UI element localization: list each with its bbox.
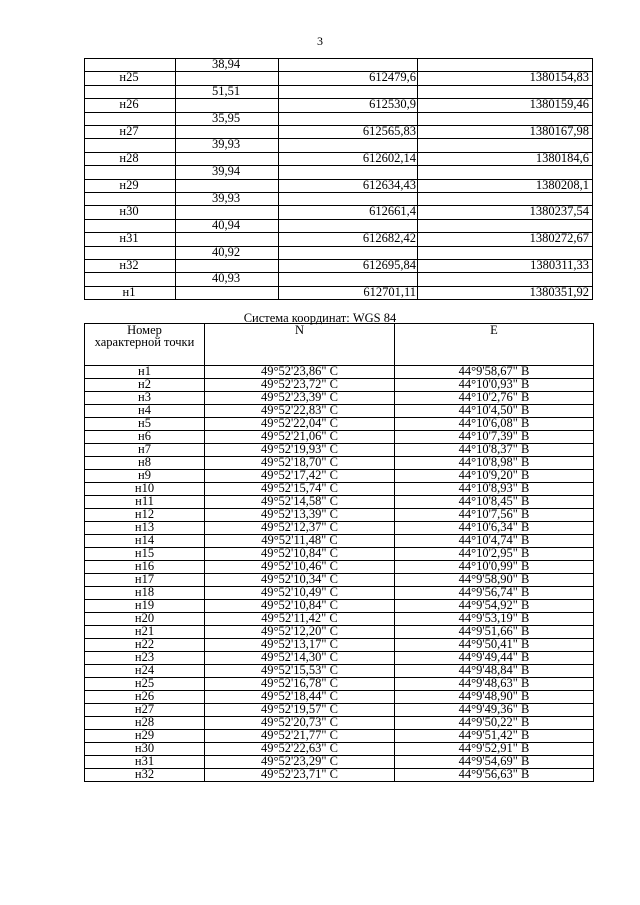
longitude: 44°10'8,98" В: [395, 457, 594, 470]
table-row: [85, 366, 594, 379]
table-row: [85, 444, 594, 457]
table-row: [85, 587, 594, 600]
segment-length: 40,94: [211, 217, 241, 232]
row-divider: [84, 165, 593, 166]
table-row: [85, 522, 594, 535]
longitude: 44°9'51,42" В: [395, 730, 594, 743]
segment-length: 51,51: [211, 83, 241, 98]
table-row: [85, 496, 594, 509]
coordinates-table-msk: [84, 58, 593, 300]
coordinate-y: 1380311,33: [530, 258, 589, 272]
coordinate-x: 612701,11: [363, 284, 416, 299]
coordinate-y: 1380159,46: [529, 97, 589, 112]
point-name: н26: [119, 97, 139, 112]
table-row: [85, 730, 594, 743]
point-number: н25: [85, 678, 205, 691]
longitude: 44°9'56,74" В: [395, 587, 594, 600]
table-row: [85, 483, 594, 496]
point-number: н30: [85, 743, 205, 756]
longitude: 44°10'8,45" В: [395, 496, 594, 509]
segment-length: 40,92: [211, 244, 241, 259]
longitude: 44°9'48,84" В: [395, 665, 594, 678]
latitude: 49°52'18,70" С: [205, 457, 395, 470]
coordinate-x: 612479,6: [369, 70, 416, 85]
latitude: 49°52'13,17" С: [205, 639, 395, 652]
latitude: 49°52'22,83" С: [205, 405, 395, 418]
latitude: 49°52'20,73" С: [205, 717, 395, 730]
point-number: н9: [85, 470, 205, 483]
point-name: н27: [119, 124, 139, 138]
latitude: 49°52'15,53" С: [205, 665, 395, 678]
point-number: н29: [85, 730, 205, 743]
row-divider: [84, 246, 593, 247]
header-n: N: [205, 324, 395, 366]
coordinate-x: 612682,42: [362, 231, 416, 246]
point-number: н2: [85, 379, 205, 392]
point-number: н5: [85, 418, 205, 431]
coordinate-x: 612565,83: [362, 124, 416, 138]
latitude: 49°52'11,48" С: [205, 535, 395, 548]
table-row: [85, 678, 594, 691]
segment-length: 35,95: [211, 110, 241, 125]
table-row: [85, 574, 594, 587]
point-number: н1: [85, 366, 205, 379]
table-row: [85, 665, 594, 678]
latitude: 49°52'12,37" С: [205, 522, 395, 535]
segment-length: 38,94: [211, 57, 241, 71]
point-number: н13: [85, 522, 205, 535]
point-number: н12: [85, 509, 205, 522]
table-row: [85, 652, 594, 665]
point-number: н22: [85, 639, 205, 652]
longitude: 44°9'54,69" В: [395, 756, 594, 769]
point-number: н21: [85, 626, 205, 639]
coordinate-y: 1380154,83: [529, 70, 589, 85]
longitude: 44°10'9,20" В: [395, 470, 594, 483]
latitude: 49°52'23,71" С: [205, 769, 395, 782]
longitude: 44°9'53,19" В: [395, 613, 594, 626]
coordinate-y: 1380208,1: [535, 177, 589, 192]
point-number: н14: [85, 535, 205, 548]
longitude: 44°10'4,74" В: [395, 535, 594, 548]
longitude: 44°10'2,95" В: [395, 548, 594, 561]
row-divider: [84, 112, 593, 113]
table-row: [85, 548, 594, 561]
point-number: н31: [85, 756, 205, 769]
longitude: 44°10'0,93" В: [395, 379, 594, 392]
table-row: [85, 431, 594, 444]
latitude: 49°52'23,29" С: [205, 756, 395, 769]
latitude: 49°52'23,86" С: [205, 366, 395, 379]
row-divider: [84, 85, 593, 86]
row-divider: [84, 138, 593, 139]
table-row: [85, 509, 594, 522]
point-number: н17: [85, 574, 205, 587]
coordinate-x: 612634,43: [362, 177, 416, 192]
segment-length: 39,93: [211, 137, 241, 152]
point-number: н4: [85, 405, 205, 418]
longitude: 44°10'7,39" В: [395, 431, 594, 444]
point-number: н8: [85, 457, 205, 470]
table-row: [85, 756, 594, 769]
latitude: 49°52'19,93" С: [205, 444, 395, 457]
point-number: н19: [85, 600, 205, 613]
table-row: [85, 769, 594, 782]
coordinate-x: 612602,14: [362, 150, 416, 165]
point-number: н23: [85, 652, 205, 665]
point-number: н18: [85, 587, 205, 600]
header-point-number: Номер характерной точки: [85, 324, 205, 366]
point-number: н11: [85, 496, 205, 509]
row-divider: [84, 219, 593, 220]
table-row: [85, 743, 594, 756]
table-row: [85, 639, 594, 652]
page-number: 3: [317, 34, 323, 48]
longitude: 44°9'48,63" В: [395, 678, 594, 691]
latitude: 49°52'22,04" С: [205, 418, 395, 431]
point-number: н6: [85, 431, 205, 444]
latitude: 49°52'14,58" С: [205, 496, 395, 509]
table-row: [85, 561, 594, 574]
coordinate-x: 612661,4: [369, 204, 416, 219]
point-name: н32: [119, 258, 139, 272]
longitude: 44°9'50,41" В: [395, 639, 594, 652]
table-row: [85, 691, 594, 704]
longitude: 44°9'49,44" В: [395, 652, 594, 665]
segment-length: 39,93: [211, 191, 241, 205]
longitude: 44°9'56,63" В: [395, 769, 594, 782]
longitude: 44°9'50,22" В: [395, 717, 594, 730]
table-header-row: [85, 324, 594, 366]
latitude: 49°52'10,84" С: [205, 548, 395, 561]
table-row: [85, 535, 594, 548]
latitude: 49°52'10,34" С: [205, 574, 395, 587]
table-row: [85, 405, 594, 418]
table-row: [85, 600, 594, 613]
point-name: н28: [119, 150, 139, 165]
longitude: 44°9'54,92" В: [395, 600, 594, 613]
longitude: 44°10'2,76" В: [395, 392, 594, 405]
longitude: 44°10'6,34" В: [395, 522, 594, 535]
longitude: 44°9'58,67" В: [395, 366, 594, 379]
table-row: [85, 418, 594, 431]
coordinates-table-wgs84: [84, 323, 594, 782]
table-row: [85, 392, 594, 405]
point-number: н3: [85, 392, 205, 405]
latitude: 49°52'10,46" С: [205, 561, 395, 574]
latitude: 49°52'21,06" С: [205, 431, 395, 444]
latitude: 49°52'21,77" С: [205, 730, 395, 743]
longitude: 44°10'4,50" В: [395, 405, 594, 418]
longitude: 44°10'7,56" В: [395, 509, 594, 522]
longitude: 44°9'51,66" В: [395, 626, 594, 639]
point-number: н16: [85, 561, 205, 574]
table-row: [85, 613, 594, 626]
point-name: н25: [119, 70, 139, 85]
point-number: н28: [85, 717, 205, 730]
table-row: [85, 717, 594, 730]
point-number: н7: [85, 444, 205, 457]
segment-length: 40,93: [211, 271, 241, 286]
longitude: 44°9'52,91" В: [395, 743, 594, 756]
coordinate-system-title: Система координат: WGS 84: [243, 311, 397, 325]
coordinate-y: 1380351,92: [529, 284, 589, 299]
table-row: [85, 704, 594, 717]
latitude: 49°52'23,72" С: [205, 379, 395, 392]
longitude: 44°10'6,08" В: [395, 418, 594, 431]
latitude: 49°52'11,42" С: [205, 613, 395, 626]
latitude: 49°52'10,84" С: [205, 600, 395, 613]
point-name: н29: [119, 177, 139, 192]
latitude: 49°52'18,44" С: [205, 691, 395, 704]
row-divider: [84, 272, 593, 273]
latitude: 49°52'23,39" С: [205, 392, 395, 405]
latitude: 49°52'17,42" С: [205, 470, 395, 483]
longitude: 44°10'8,93" В: [395, 483, 594, 496]
coordinate-y: 1380272,67: [529, 231, 589, 246]
point-number: н15: [85, 548, 205, 561]
header-e: E: [395, 324, 594, 366]
row-divider: [84, 192, 593, 193]
latitude: 49°52'19,57" С: [205, 704, 395, 717]
latitude: 49°52'13,39" С: [205, 509, 395, 522]
latitude: 49°52'15,74" С: [205, 483, 395, 496]
longitude: 44°9'48,90" В: [395, 691, 594, 704]
point-number: н26: [85, 691, 205, 704]
longitude: 44°9'58,90" В: [395, 574, 594, 587]
coordinate-x: 612695,84: [362, 258, 416, 272]
latitude: 49°52'22,63" С: [205, 743, 395, 756]
coordinate-y: 1380184,6: [535, 150, 589, 165]
longitude: 44°9'49,36" В: [395, 704, 594, 717]
table-row: [85, 470, 594, 483]
table-row: [85, 626, 594, 639]
segment-length: 39,94: [211, 164, 241, 179]
longitude: 44°10'8,37" В: [395, 444, 594, 457]
point-number: н20: [85, 613, 205, 626]
latitude: 49°52'16,78" С: [205, 678, 395, 691]
coordinate-y: 1380167,98: [529, 124, 589, 138]
point-number: н24: [85, 665, 205, 678]
table-row: [85, 457, 594, 470]
latitude: 49°52'10,49" С: [205, 587, 395, 600]
coordinate-x: 612530,9: [369, 97, 416, 112]
point-name: н1: [122, 284, 136, 299]
point-number: н27: [85, 704, 205, 717]
point-number: н32: [85, 769, 205, 782]
point-number: н10: [85, 483, 205, 496]
longitude: 44°10'0,99" В: [395, 561, 594, 574]
latitude: 49°52'14,30" С: [205, 652, 395, 665]
point-name: н30: [119, 204, 139, 219]
table-row: [85, 379, 594, 392]
point-name: н31: [119, 231, 139, 246]
coordinate-y: 1380237,54: [529, 204, 589, 219]
latitude: 49°52'12,20" С: [205, 626, 395, 639]
